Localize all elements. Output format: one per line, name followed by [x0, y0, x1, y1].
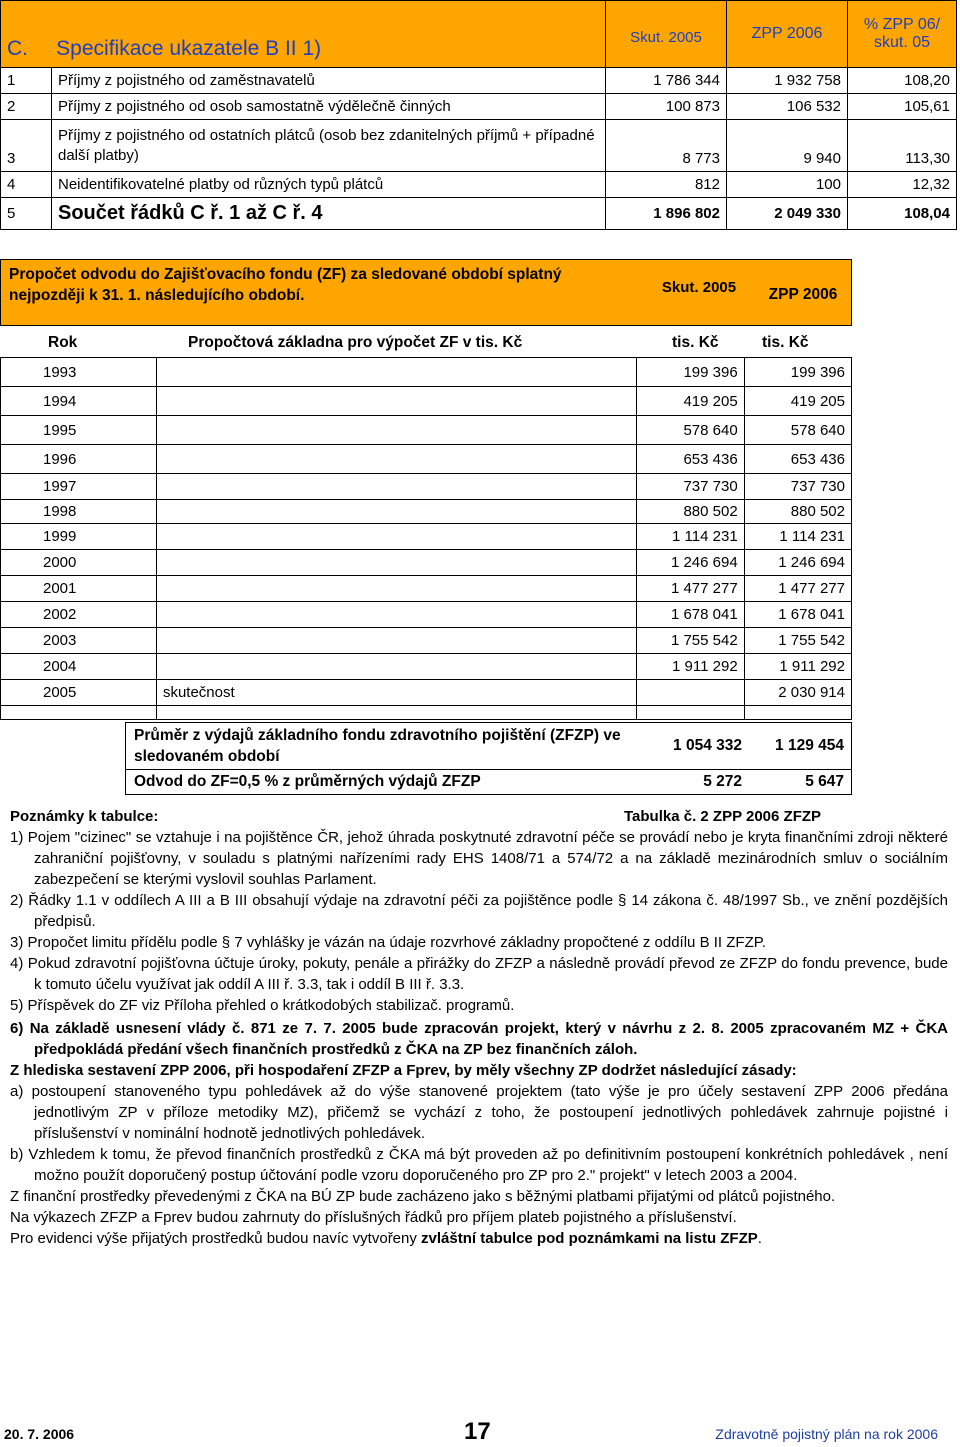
- section-c-table: [0, 0, 957, 230]
- year-row: [1, 387, 852, 416]
- year-blank-cell: [156, 445, 636, 474]
- year-blank-cell: [156, 416, 636, 445]
- year-row: [1, 602, 852, 628]
- year-zpp: 1 246 694: [744, 550, 851, 576]
- col-skut-header: Skut. 2005: [606, 1, 727, 68]
- row-skut: 812: [606, 172, 727, 198]
- note-5: 5) Příspěvek do ZF viz Příloha přehled o krátkodobých stabilizač. programů.: [10, 997, 515, 1014]
- year-row: [1, 500, 852, 524]
- year-zpp: 578 640: [744, 416, 851, 445]
- year-skut: [637, 680, 744, 706]
- year-skut: 1 114 231: [637, 524, 744, 550]
- year-cell: 1996: [1, 445, 157, 474]
- year-row: [1, 358, 852, 387]
- year-row: [1, 550, 852, 576]
- row-zpp: 1 932 758: [727, 68, 848, 94]
- row-label: Příjmy z pojistného od zaměstnavatelů: [52, 68, 606, 94]
- row-number: 4: [1, 172, 52, 198]
- section-letter: C.: [7, 37, 28, 60]
- zf-hdr-unit1: tis. Kč: [672, 334, 719, 351]
- year-skut: 737 730: [637, 474, 744, 500]
- spacer-row: [1, 706, 852, 720]
- prumer-skut: 1 054 332: [673, 737, 742, 754]
- col-pct-header: % ZPP 06/ skut. 05: [848, 1, 957, 68]
- prumer-label: Průměr z výdajů základního fondu zdravotního pojištění (ZFZP) ve sledovaném období: [134, 727, 621, 765]
- year-cell: 1995: [1, 416, 157, 445]
- year-zpp: 1 477 277: [744, 576, 851, 602]
- year-cell: 1994: [1, 387, 157, 416]
- row-skut: 100 873: [606, 94, 727, 120]
- prumer-row: [125, 722, 852, 770]
- zf-col-skut: Skut. 2005: [661, 279, 737, 296]
- zf-hdr-rok: Rok: [48, 334, 78, 351]
- year-zpp: 880 502: [744, 500, 851, 524]
- row-number: 3: [1, 120, 52, 172]
- year-skut: 1 911 292: [637, 654, 744, 680]
- footer-page: 17: [464, 1418, 491, 1445]
- year-zpp: 2 030 914: [744, 680, 851, 706]
- year-cell: 1997: [1, 474, 157, 500]
- section-c-title-cell: [1, 1, 606, 68]
- year-row: [1, 654, 852, 680]
- footer-date: 20. 7. 2006: [4, 1426, 75, 1442]
- year-zpp: 1 911 292: [744, 654, 851, 680]
- year-cell: 2005: [1, 680, 157, 706]
- footer-doc: Zdravotně pojistný plán na rok 2006: [715, 1426, 938, 1442]
- col-zpp-header: ZPP 2006: [727, 1, 848, 68]
- note-3: 3) Propočet limitu přídělu podle § 7 vyhlášky je vázán na údaje rozvrhové základny propočtené z oddílu B II ZFZP.: [10, 934, 766, 951]
- odvod-label: Odvod do ZF=0,5 % z průměrných výdajů ZFZP: [134, 773, 481, 790]
- spacer-cell: [1, 706, 157, 720]
- year-skut: 199 396: [637, 358, 744, 387]
- para-3c: .: [757, 1230, 762, 1247]
- para-1: Z finanční prostředky převedenými z ČKA na BÚ ZP bude zacházeno jako s běžnými platbami přijatými od plátců pojistného.: [10, 1188, 836, 1205]
- para-3a: Pro evidenci výše přijatých prostředků budou navíc vytvořeny: [10, 1230, 422, 1247]
- note-1: 1) Pojem "cizinec" se vztahuje i na pojištěnce ČR, jehož úhrada poskytnuté zdravotní péče se provádí nebo je kryta finančními zdroji některé zahraniční pojišťovny, v souladu s platnými nařízeními rady EHS 1408/71 a 574/72 a na základě mezinárodních smluv o sociálním zabezpečení se kterými vyslovil souhlas Parlament.: [10, 829, 948, 888]
- year-blank-cell: [156, 474, 636, 500]
- row-pct: 113,30: [848, 120, 957, 172]
- year-skut: 578 640: [637, 416, 744, 445]
- zf-hdr-unit2: tis. Kč: [762, 334, 809, 351]
- prumer-zpp: 1 129 454: [775, 737, 844, 754]
- row-zpp: 106 532: [727, 94, 848, 120]
- section-title: Specifikace ukazatele B II 1): [56, 37, 322, 60]
- year-skut: 1 246 694: [637, 550, 744, 576]
- para-3b: zvláštní tabulce pod poznámkami na listu ZFZP: [421, 1230, 758, 1247]
- zf-years-table: [0, 357, 852, 720]
- zf-col-zpp: ZPP 2006: [768, 286, 838, 303]
- year-zpp: 1 755 542: [744, 628, 851, 654]
- year-row-2005: [1, 680, 852, 706]
- year-blank-cell: [156, 524, 636, 550]
- tabulka-label: Tabulka č. 2 ZPP 2006 ZFZP: [624, 808, 822, 825]
- year-cell: 1993: [1, 358, 157, 387]
- year-blank-cell: [156, 602, 636, 628]
- table-row: [1, 120, 957, 172]
- zf-title: Propočet odvodu do Zajišťovacího fondu (ZF) za sledované období splatný nejpozději k 31. 1. následujícího období.: [9, 266, 562, 304]
- row-label: Součet řádků C ř. 1 až C ř. 4: [52, 198, 606, 230]
- row-skut: 8 773: [606, 120, 727, 172]
- year-skut: 1 755 542: [637, 628, 744, 654]
- year-blank-cell: [156, 576, 636, 602]
- zasada-a: a) postoupení stanoveného typu pohledávek až do výše stanovené projektem (tato výše je pro účely sestavení ZPP 2006 předána jednotlivým ZP v příloze metodiky MZ), přičemž se vychází z toho, že postoupení jednotlivých pohledávek zahrnuje pojistné i příslušenství v nominální hodnotě jednotlivých pohledávek.: [10, 1083, 948, 1142]
- table-row: [1, 94, 957, 120]
- year-blank-cell: [156, 628, 636, 654]
- year-cell: 2001: [1, 576, 157, 602]
- row-number: 1: [1, 68, 52, 94]
- para-2: Na výkazech ZFZP a Fprev budou zahrnuty do příslušných řádků pro příjem plateb pojistného a příslušenství.: [10, 1209, 737, 1226]
- spacer-cell: [744, 706, 851, 720]
- year-skut: 653 436: [637, 445, 744, 474]
- year-row: [1, 445, 852, 474]
- notes-heading-line: [10, 806, 948, 827]
- year-2005-label: skutečnost: [156, 680, 636, 706]
- year-blank-cell: [156, 387, 636, 416]
- year-zpp: 199 396: [744, 358, 851, 387]
- notes-heading: Poznámky k tabulce:: [10, 808, 159, 825]
- spacer-cell: [637, 706, 744, 720]
- year-blank-cell: [156, 500, 636, 524]
- row-pct: 108,04: [848, 198, 957, 230]
- year-skut: 880 502: [637, 500, 744, 524]
- note-6: 6) Na základě usnesení vlády č. 871 ze 7. 7. 2005 bude zpracován projekt, který v návrhu z 2. 8. 2005 zpracovaném MZ + ČKA předpokládá předání všech finančních prostředků z ČKA na ZP bez finančních záloh.: [10, 1020, 948, 1058]
- year-zpp: 419 205: [744, 387, 851, 416]
- para-3: [10, 1228, 948, 1249]
- zf-hdr-zaklad: Propočtová základna pro výpočet ZF v tis. Kč: [188, 334, 523, 351]
- odvod-row: [125, 769, 852, 795]
- year-skut: 419 205: [637, 387, 744, 416]
- notes-block: [10, 806, 948, 1249]
- year-blank-cell: [156, 358, 636, 387]
- year-blank-cell: [156, 654, 636, 680]
- year-zpp: 737 730: [744, 474, 851, 500]
- odvod-zpp: 5 647: [805, 773, 844, 790]
- table-row: [1, 172, 957, 198]
- zf-header: [0, 259, 852, 326]
- year-cell: 1998: [1, 500, 157, 524]
- year-cell: 2004: [1, 654, 157, 680]
- year-cell: 2000: [1, 550, 157, 576]
- year-blank-cell: [156, 550, 636, 576]
- z-hlediska: Z hlediska sestavení ZPP 2006, při hospodaření ZFZP a Fprev, by měly všechny ZP dodržet následující zásady:: [10, 1062, 797, 1079]
- note-2: 2) Řádky 1.1 v oddílech A III a B III obsahují výdaje na zdravotní péči za pojištěnce podle § 14 zákona č. 48/1997 Sb., ve znění pozdějších předpisů.: [10, 892, 948, 930]
- year-row: [1, 576, 852, 602]
- spacer-cell: [156, 706, 636, 720]
- year-skut: 1 678 041: [637, 602, 744, 628]
- row-zpp: 2 049 330: [727, 198, 848, 230]
- year-zpp: 1 114 231: [744, 524, 851, 550]
- year-skut: 1 477 277: [637, 576, 744, 602]
- table-row: [1, 68, 957, 94]
- note-4: 4) Pokud zdravotní pojišťovna účtuje úroky, pokuty, penále a přirážky do ZFZP a následně provádí převod ze ZFZP do fondu prevence, bude k tomuto účelu využívat jak oddíl A III ř. 3.3, tak i oddíl B III ř. 3.3.: [10, 955, 948, 993]
- row-zpp: 100: [727, 172, 848, 198]
- row-number: 2: [1, 94, 52, 120]
- year-cell: 2002: [1, 602, 157, 628]
- year-cell: 1999: [1, 524, 157, 550]
- section-c-header: [1, 1, 957, 68]
- row-skut: 1 896 802: [606, 198, 727, 230]
- row-pct: 108,20: [848, 68, 957, 94]
- row-skut: 1 786 344: [606, 68, 727, 94]
- row-label: Neidentifikovatelné platby od různých typů plátců: [52, 172, 606, 198]
- zasada-b: b) Vzhledem k tomu, že převod finančních prostředků z ČKA má být proveden až po definitivním postoupení konkrétních pohledávek , není možno použít doporučený postup účtování podle vzoru doporučeného pro ZP pro 2." projekt" v letech 2003 a 2004.: [10, 1146, 948, 1184]
- row-label: Příjmy z pojistného od ostatních plátců (osob bez zdanitelných příjmů + případné další platby): [52, 120, 606, 172]
- year-row: [1, 524, 852, 550]
- year-zpp: 1 678 041: [744, 602, 851, 628]
- year-row: [1, 416, 852, 445]
- year-row: [1, 474, 852, 500]
- row-pct: 12,32: [848, 172, 957, 198]
- row-label: Příjmy z pojistného od osob samostatně výdělečně činných: [52, 94, 606, 120]
- row-pct: 105,61: [848, 94, 957, 120]
- row-zpp: 9 940: [727, 120, 848, 172]
- year-cell: 2003: [1, 628, 157, 654]
- odvod-skut: 5 272: [703, 773, 742, 790]
- row-number: 5: [1, 198, 52, 230]
- table-row-total: [1, 198, 957, 230]
- year-zpp: 653 436: [744, 445, 851, 474]
- year-row: [1, 628, 852, 654]
